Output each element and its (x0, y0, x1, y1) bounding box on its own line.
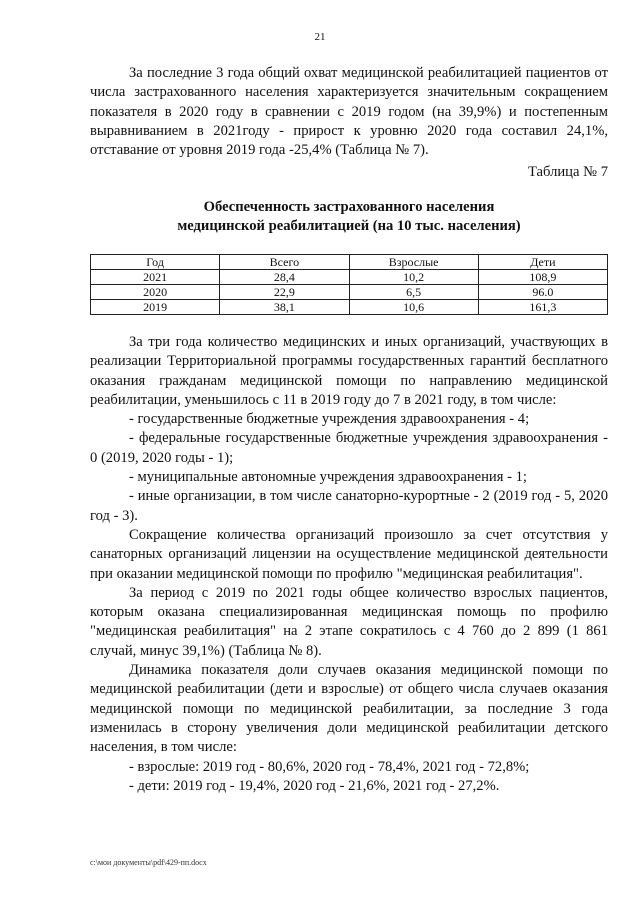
coverage-table (90, 254, 608, 315)
table-header-row (91, 255, 608, 270)
cell-adults: 6,5 (349, 285, 478, 300)
table-title-line-1: Обеспеченность застрахованного населения (203, 199, 495, 215)
cell-total: 22,9 (220, 285, 349, 300)
page-number: 21 (314, 31, 326, 43)
table-caption: Таблица № 7 (528, 164, 608, 180)
header-adults: Взрослые (349, 255, 478, 270)
cell-year: 2021 (91, 270, 220, 285)
dynamics-list-item: - взрослые: 2019 год - 80,6%, 2020 год - 78,4%, 2021 год - 72,8%; (129, 758, 530, 775)
table-row (91, 300, 608, 315)
cell-total: 28,4 (220, 270, 349, 285)
cell-year: 2019 (91, 300, 220, 315)
cell-adults: 10,2 (349, 270, 478, 285)
table-title-line-2: медицинской реабилитацией (на 10 тыс. населения) (177, 218, 521, 234)
footer-file-path: c:\мои документы\pdf\429-пп.docx (90, 858, 207, 867)
dynamics-paragraph: Динамика показателя доли случаев оказания медицинской помощи по медицинской реабилитации (дети и взрослые) от общего числа случаев оказания медицинской помощи по медицинской реабилитации, за последние 3 года изменилась в сторону увеличения доли медицинской реабилитации детского населения, в том числе: (90, 662, 608, 756)
organizations-list-item: - федеральные государственные бюджетные учреждения здравоохранения - 0 (2019, 2020 годы - 1); (90, 430, 608, 466)
cell-children: 108,9 (478, 270, 607, 285)
body-section (90, 333, 608, 796)
cell-year: 2020 (91, 285, 220, 300)
cell-adults: 10,6 (349, 300, 478, 315)
table-row (91, 270, 608, 285)
header-children: Дети (478, 255, 607, 270)
cell-children: 161,3 (478, 300, 607, 315)
header-year: Год (91, 255, 220, 270)
header-total: Всего (220, 255, 349, 270)
cell-total: 38,1 (220, 300, 349, 315)
intro-paragraph: За последние 3 года общий охват медицинской реабилитацией пациентов от числа застрахованного населения характеризуется значительным сокращением показателя в 2020 году в сравнении с 2019 годом (на 39,9%) и постепенным выравниванием в 2021году - прирост к уровню 2020 года составил 24,1%, отставание от уровня 2019 года -25,4% (Таблица № 7). (90, 65, 608, 159)
dynamics-list-item: - дети: 2019 год - 19,4%, 2020 год - 21,6%, 2021 год - 27,2%. (129, 777, 500, 794)
reduction-paragraph: Сокращение количества организаций произошло за счет отсутствия у санаторных организаций лицензии на осуществление медицинской деятельности при оказании медицинской помощи по профилю "медицинская реабилитация". (90, 526, 608, 582)
adults-paragraph: За период с 2019 по 2021 годы общее количество взрослых пациентов, которым оказана специализированная медицинская помощь по профилю "медицинская реабилитация" на 2 этапе сократилось с 4 760 до 2 899 (1 861 случай, минус 39,1%) (Таблица № 8). (90, 584, 608, 659)
table-title (90, 198, 608, 236)
organizations-list-item: - муниципальные автономные учреждения здравоохранения - 1; (129, 469, 527, 486)
cell-children: 96.0 (478, 285, 607, 300)
organizations-list-item: - иные организации, в том числе санаторно-курортные - 2 (2019 год - 5, 2020 год - 3). (90, 488, 608, 524)
table-row (91, 285, 608, 300)
organizations-list-item: - государственные бюджетные учреждения здравоохранения - 4; (129, 411, 530, 428)
organizations-paragraph: За три года количество медицинских и иных организаций, участвующих в реализации Территориальной программы государственных гарантий бесплатного оказания гражданам медицинской помощи по направлению медицинской реабилитации, уменьшилось с 11 в 2019 году до 7 в 2021 году, в том числе: (90, 334, 608, 408)
intro-section (90, 64, 608, 160)
